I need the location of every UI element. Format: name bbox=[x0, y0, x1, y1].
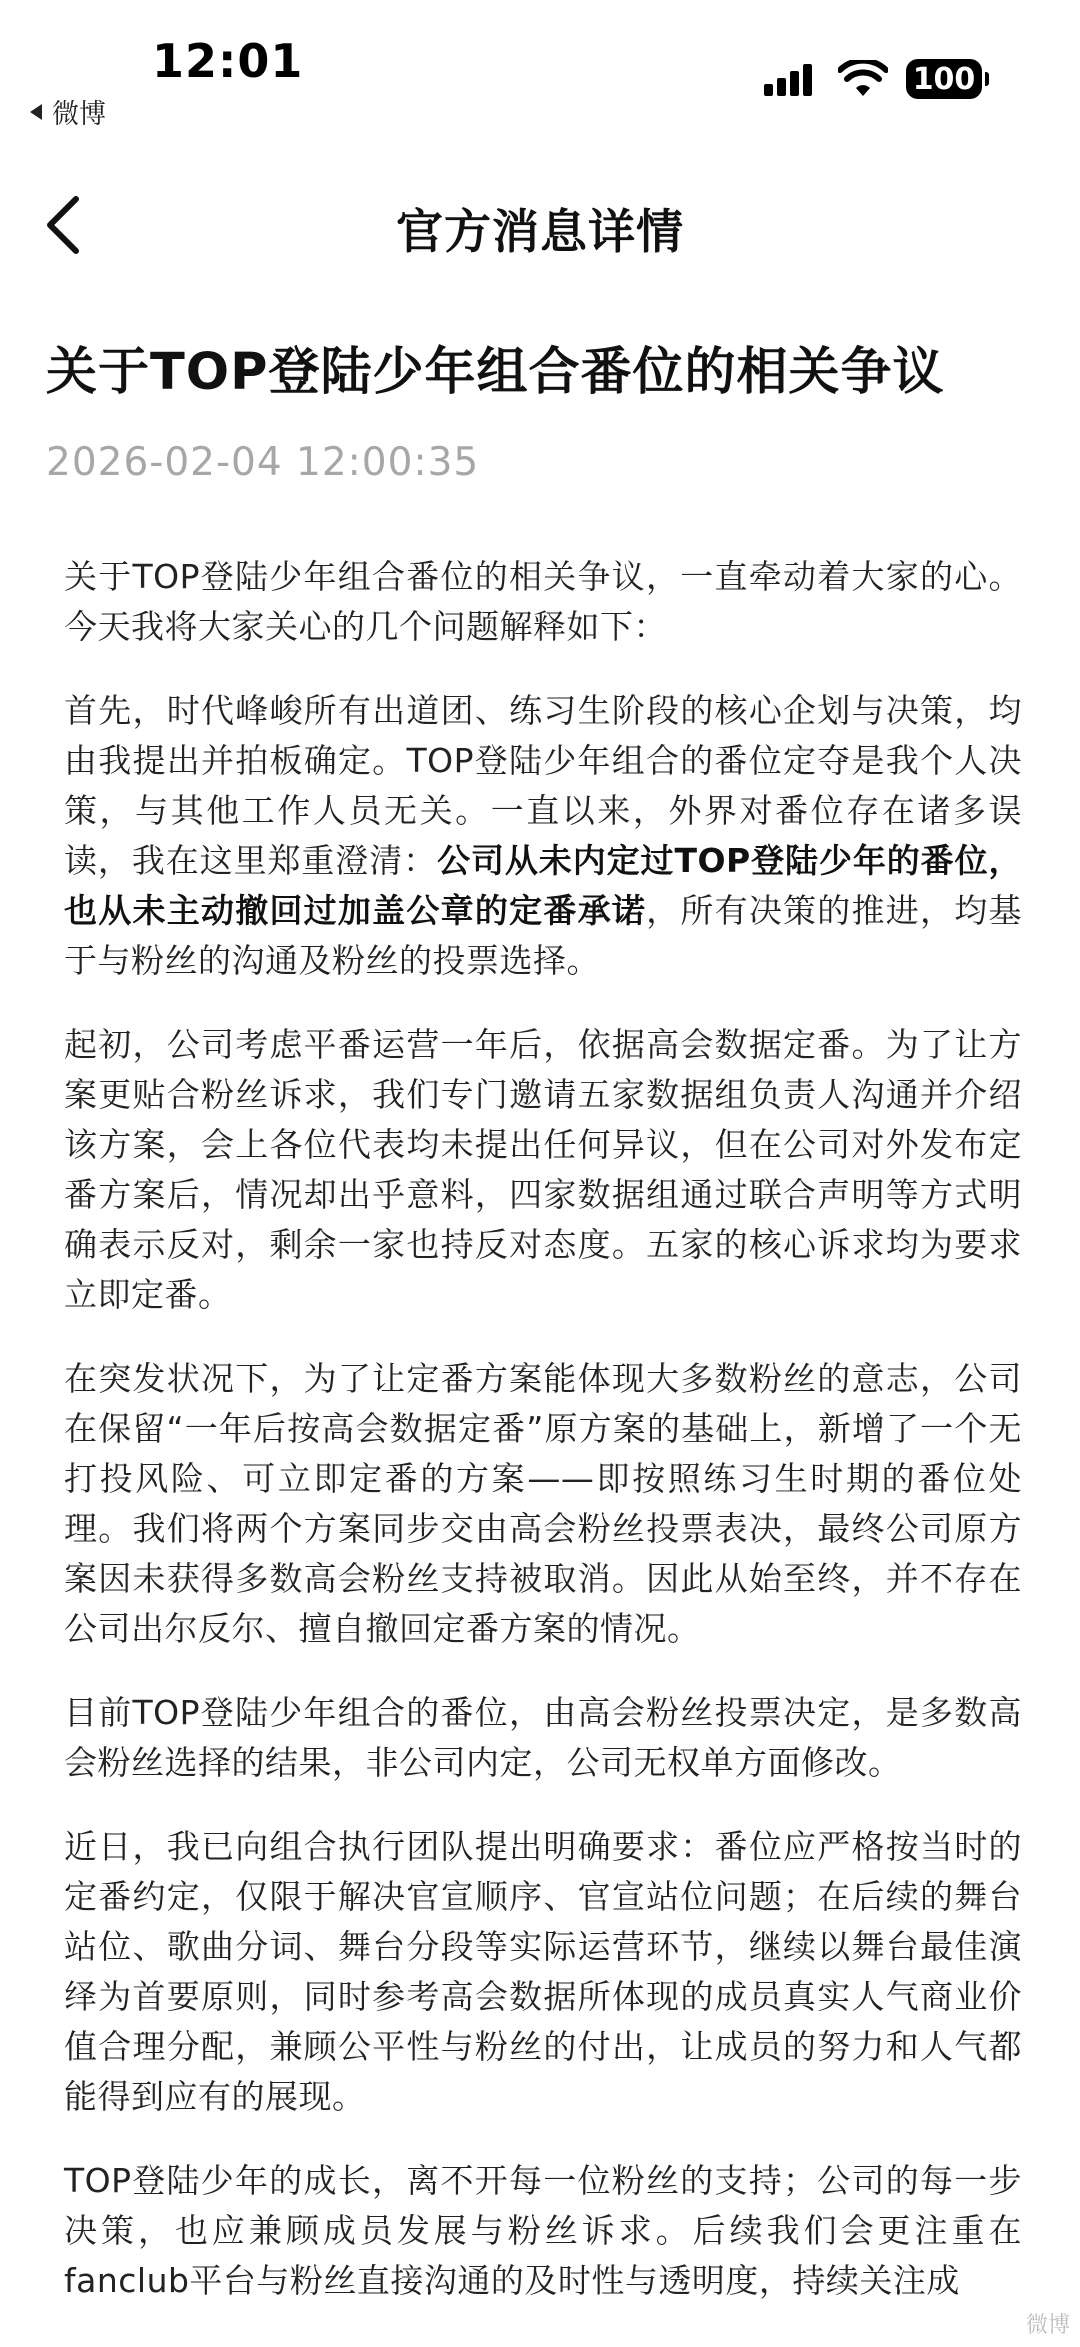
paragraph-text: ，所有决策的推进，均基于与粉丝的沟通及粉丝的投票选择。 bbox=[64, 891, 1023, 980]
article-title: 关于TOP登陆少年组合番位的相关争议 bbox=[46, 343, 945, 402]
article-paragraph: 目前TOP登陆少年组合的番位，由高会粉丝投票决定，是多数高会粉丝选择的结果，非公司内定，公司无权单方面修改。 bbox=[64, 1693, 1022, 1782]
nav-bar bbox=[0, 175, 1080, 275]
paragraph-text: 首先，时代峰峻所有出道团、练习生阶段的核心企划与决策，均由我提出并拍板确定。TOP登陆少年组合的番位定夺是我个人决策，与其他工作人员无关。一直以来，外界对番位存在诸多误读，我在这里郑重澄清： bbox=[64, 691, 1022, 880]
wifi-icon bbox=[838, 60, 888, 98]
page-title: 官方消息详情 bbox=[396, 205, 684, 260]
battery-icon: 100 bbox=[906, 59, 982, 99]
article-paragraph: 起初，公司考虑平番运营一年后，依据高会数据定番。为了让方案更贴合粉丝诉求，我们专门邀请五家数据组负责人沟通并介绍该方案，会上各位代表均未提出任何异议，但在公司对外发布定番方案后，情况却出乎意料，四家数据组通过联合声明等方式明确表示反对，剩余一家也持反对态度。五家的核心诉求均为要求立即定番。 bbox=[64, 1025, 1022, 1314]
article-paragraph: 近日，我已向组合执行团队提出明确要求：番位应严格按当时的定番约定，仅限于解决官宣顺序、官宣站位问题；在后续的舞台站位、歌曲分词、舞台分段等实际运营环节，继续以舞台最佳演绎为首要原则，同时参考高会数据所体现的成员真实人气商业价值合理分配，兼顾公平性与粉丝的付出，让成员的努力和人气都能得到应有的展现。 bbox=[64, 1827, 1022, 2116]
article-paragraph: 在突发状况下，为了让定番方案能体现大多数粉丝的意志，公司在保留“一年后按高会数据定番”原方案的基础上，新增了一个无打投风险、可立即定番的方案——即按照练习生时期的番位处理。我们将两个方案同步交由高会粉丝投票表决，最终公司原方案因未获得多数高会粉丝支持被取消。因此从始至终，并不存在公司出尔反尔、擅自撤回定番方案的情况。 bbox=[64, 1359, 1022, 1648]
status-bar bbox=[0, 0, 1080, 130]
status-icons bbox=[764, 58, 982, 100]
article-timestamp: 2026-02-04 12:00:35 bbox=[46, 440, 480, 485]
article-body bbox=[64, 552, 1022, 2340]
article-paragraph bbox=[64, 686, 1022, 986]
back-app-label: 微博 bbox=[52, 99, 106, 130]
emphasized-statement: 公司从未内定过TOP登陆少年的番位，也从未主动撤回过加盖公章的定番承诺 bbox=[64, 841, 1023, 930]
article-paragraph: 关于TOP登陆少年组合番位的相关争议，一直牵动着大家的心。今天我将大家关心的几个问题解释如下： bbox=[64, 557, 1022, 646]
back-to-app-link[interactable] bbox=[30, 92, 106, 131]
watermark: 微博 bbox=[1025, 2313, 1070, 2338]
back-triangle-icon bbox=[30, 104, 42, 120]
signal-icon bbox=[764, 62, 816, 96]
article-paragraph: TOP登陆少年的成长，离不开每一位粉丝的支持；公司的每一步决策，也应兼顾成员发展与粉丝诉求。后续我们会更注重在fanclub平台与粉丝直接沟通的及时性与透明度，持续关注成 bbox=[64, 2161, 1022, 2300]
status-time: 12:01 bbox=[152, 34, 304, 88]
